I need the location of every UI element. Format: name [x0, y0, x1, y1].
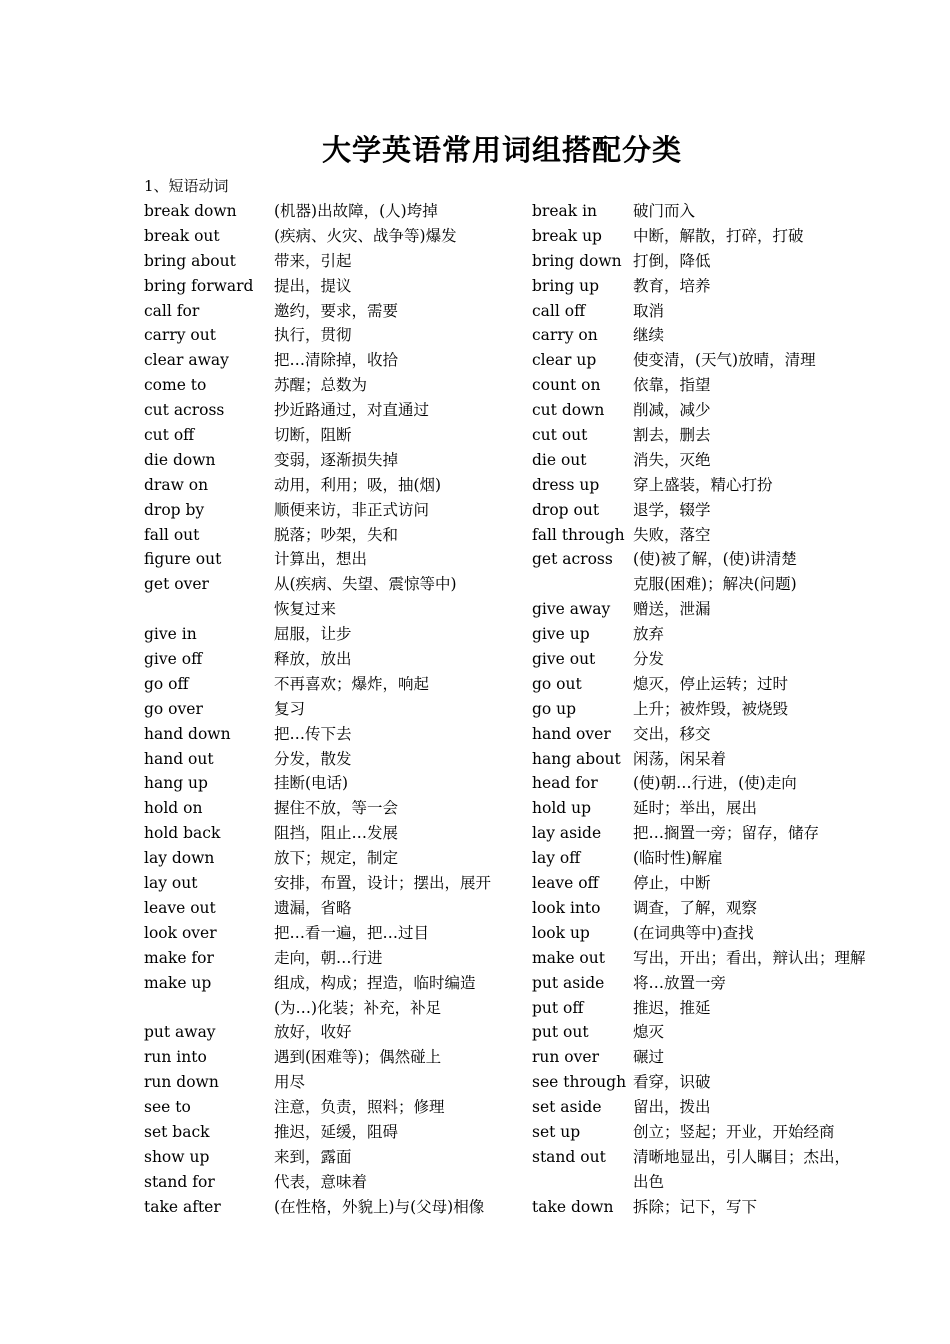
phrase-row: [0, 996, 950, 1021]
left-phrase: put away: [144, 1023, 216, 1042]
left-meaning: 遗漏，省略: [274, 898, 352, 917]
left-phrase: see to: [144, 1098, 191, 1117]
right-phrase: cut down: [532, 401, 605, 420]
left-meaning: 邀约，要求，需要: [274, 301, 399, 320]
right-meaning: 取消: [633, 301, 665, 320]
left-phrase: die down: [144, 450, 216, 469]
left-meaning: 把…看一遍，把…过目: [274, 923, 430, 942]
left-meaning: (在性格，外貌上)与(父母)相像: [274, 1197, 485, 1216]
left-meaning: 切断，阻断: [274, 426, 352, 445]
left-meaning: 安排，布置，设计；摆出，展开: [274, 874, 492, 893]
phrase-row: [0, 821, 950, 846]
left-meaning: 把…传下去: [274, 724, 352, 743]
right-meaning: 延时；举出，展出: [633, 799, 758, 818]
right-meaning: 继续: [633, 326, 665, 345]
left-phrase: draw on: [144, 475, 209, 494]
left-phrase: come to: [144, 376, 207, 395]
phrase-row: [0, 846, 950, 871]
phrase-row: [0, 672, 950, 697]
right-meaning: (使)被了解，(使)讲清楚: [633, 550, 797, 569]
left-phrase: hold back: [144, 824, 221, 843]
right-meaning: 留出，拨出: [633, 1098, 711, 1117]
left-meaning: 阻挡，阻止…发展: [274, 824, 399, 843]
left-meaning: 走向，朝…行进: [274, 948, 383, 967]
right-phrase: set up: [532, 1122, 581, 1141]
left-meaning: 从(疾病、失望、震惊等中): [274, 575, 457, 594]
left-phrase: hand down: [144, 724, 231, 743]
phrase-row: [0, 1070, 950, 1095]
left-phrase: cut across: [144, 401, 225, 420]
phrase-row: [0, 771, 950, 796]
left-phrase: lay down: [144, 849, 215, 868]
left-phrase: hand out: [144, 749, 214, 768]
right-meaning: 消失，灭绝: [633, 450, 711, 469]
phrase-row: [0, 523, 950, 548]
left-meaning: 不再喜欢；爆炸，响起: [274, 674, 430, 693]
left-meaning: 用尽: [274, 1073, 306, 1092]
right-phrase: look up: [532, 923, 590, 942]
left-phrase: go over: [144, 699, 203, 718]
left-meaning: 抄近路通过，对直通过: [274, 401, 430, 420]
right-meaning: 退学，辍学: [633, 500, 711, 519]
right-phrase: hold up: [532, 799, 592, 818]
left-meaning: 遇到(困难等)；偶然碰上: [274, 1048, 442, 1067]
phrase-row: [0, 498, 950, 523]
right-meaning: 依靠，指望: [633, 376, 711, 395]
right-phrase: call off: [532, 301, 586, 320]
left-meaning: 注意，负责，照料；修理: [274, 1098, 445, 1117]
right-phrase: give up: [532, 625, 590, 644]
right-meaning: 创立；竖起；开业，开始经商: [633, 1122, 835, 1141]
right-phrase: bring down: [532, 251, 622, 270]
left-meaning: 计算出，想出: [274, 550, 368, 569]
right-meaning: 穿上盛装，精心打扮: [633, 475, 773, 494]
right-meaning: 教育，培养: [633, 276, 711, 295]
left-phrase: give off: [144, 650, 203, 669]
left-phrase: cut off: [144, 426, 195, 445]
right-phrase: break in: [532, 202, 598, 220]
phrase-row: [0, 1120, 950, 1145]
left-meaning: 来到，露面: [274, 1147, 352, 1166]
right-meaning: 克服(困难)；解决(问题): [633, 575, 797, 594]
right-phrase: give out: [532, 650, 596, 669]
phrase-row: [0, 348, 950, 373]
right-meaning: 清晰地显出，引人瞩目；杰出，: [633, 1147, 851, 1166]
left-phrase: hang up: [144, 774, 208, 793]
left-meaning: 释放，放出: [274, 650, 352, 669]
right-meaning: (使)朝…行进，(使)走向: [633, 774, 797, 793]
right-phrase: give away: [532, 600, 611, 619]
right-phrase: stand out: [532, 1147, 606, 1166]
right-phrase: put off: [532, 998, 584, 1017]
right-meaning: 割去，删去: [633, 426, 711, 445]
phrase-row: [0, 697, 950, 722]
phrase-row: [0, 199, 950, 224]
right-meaning: 碾过: [633, 1048, 665, 1067]
left-meaning: 推迟，延缓，阻碍: [274, 1122, 399, 1141]
right-phrase: go out: [532, 674, 582, 693]
right-phrase: go up: [532, 699, 577, 718]
phrase-row: [0, 448, 950, 473]
right-meaning: (在词典等中)查找: [633, 923, 754, 942]
left-phrase: bring about: [144, 251, 236, 270]
phrase-row: [0, 871, 950, 896]
right-meaning: 放弃: [633, 625, 665, 644]
right-meaning: 削减，减少: [633, 401, 711, 420]
right-meaning: 熄灭，停止运转；过时: [633, 674, 789, 693]
right-phrase: die out: [532, 450, 587, 469]
left-phrase: run into: [144, 1048, 207, 1067]
left-meaning: 动用，利用；吸，抽(烟): [274, 475, 442, 494]
left-meaning: 分发，散发: [274, 749, 352, 768]
right-meaning: 出色: [633, 1172, 665, 1191]
right-phrase: cut out: [532, 426, 588, 445]
right-phrase: head for: [532, 774, 598, 793]
right-phrase: hang about: [532, 749, 621, 768]
left-meaning: (为…)化装；补充，补足: [274, 998, 442, 1017]
right-phrase: lay aside: [532, 824, 602, 843]
phrase-row: [0, 423, 950, 448]
phrase-row: [0, 547, 950, 572]
right-meaning: (临时性)解雇: [633, 849, 723, 868]
right-phrase: put out: [532, 1023, 589, 1042]
right-meaning: 交出，移交: [633, 724, 711, 743]
phrase-row: [0, 1045, 950, 1070]
left-meaning: 脱落；吵架，失和: [274, 525, 399, 544]
right-meaning: 熄灭: [633, 1023, 665, 1042]
left-phrase: stand for: [144, 1172, 215, 1191]
left-phrase: run down: [144, 1073, 219, 1092]
left-meaning: 带来，引起: [274, 251, 352, 270]
left-phrase: clear away: [144, 351, 229, 370]
left-meaning: 握住不放，等一会: [274, 799, 399, 818]
phrase-row: [0, 921, 950, 946]
right-meaning: 使变清，(天气)放晴，清理: [633, 351, 816, 370]
left-meaning: 提出，提议: [274, 276, 352, 295]
left-phrase: make for: [144, 948, 214, 967]
right-phrase: put aside: [532, 973, 605, 992]
left-phrase: leave out: [144, 898, 216, 917]
right-phrase: lay off: [532, 849, 581, 868]
page-title: 大学英语常用词组搭配分类: [321, 133, 682, 167]
right-phrase: dress up: [532, 475, 600, 494]
left-phrase: get over: [144, 575, 209, 594]
phrase-row: [0, 747, 950, 772]
left-phrase: figure out: [144, 550, 222, 569]
section-heading: 1、短语动词: [144, 177, 229, 195]
left-phrase: lay out: [144, 874, 198, 893]
phrase-row: [0, 373, 950, 398]
right-phrase: hand over: [532, 724, 611, 743]
right-meaning: 失败，落空: [633, 525, 711, 544]
left-meaning: 苏醒；总数为: [274, 376, 368, 395]
phrase-table: [0, 199, 950, 1220]
right-meaning: 分发: [633, 650, 665, 669]
right-meaning: 把…搁置一旁；留存，储存: [633, 824, 820, 843]
left-meaning: 放下；规定，制定: [274, 849, 399, 868]
left-phrase: hold on: [144, 799, 203, 818]
left-phrase: carry out: [144, 326, 216, 345]
right-phrase: break up: [532, 226, 602, 245]
phrase-row: [0, 796, 950, 821]
phrase-row: [0, 323, 950, 348]
left-meaning: 挂断(电话): [274, 774, 349, 793]
phrase-row: [0, 249, 950, 274]
right-meaning: 赠送，泄漏: [633, 600, 711, 619]
right-phrase: carry on: [532, 326, 598, 345]
phrase-row: [0, 473, 950, 498]
phrase-row: [0, 647, 950, 672]
phrase-row: [0, 572, 950, 597]
right-meaning: 中断，解散，打碎，打破: [633, 226, 804, 245]
left-phrase: go off: [144, 674, 189, 693]
left-meaning: 代表，意味着: [274, 1172, 368, 1191]
right-meaning: 破门而入: [633, 202, 696, 220]
right-phrase: drop out: [532, 500, 600, 519]
right-phrase: set aside: [532, 1098, 602, 1117]
phrase-row: [0, 224, 950, 249]
right-phrase: count on: [532, 376, 601, 395]
left-meaning: 执行，贯彻: [274, 326, 352, 345]
left-meaning: 复习: [274, 699, 306, 718]
right-phrase: look into: [532, 898, 601, 917]
phrase-row: [0, 1170, 950, 1195]
left-meaning: (机器)出故障，(人)垮掉: [274, 202, 438, 220]
left-meaning: 放好，收好: [274, 1023, 352, 1042]
left-phrase: break out: [144, 226, 220, 245]
right-meaning: 调查，了解，观察: [633, 898, 758, 917]
left-meaning: 组成，构成；捏造，临时编造: [274, 973, 476, 992]
right-meaning: 上升；被炸毁，被烧毁: [633, 699, 789, 718]
left-phrase: break down: [144, 202, 237, 220]
right-meaning: 看穿，识破: [633, 1073, 711, 1092]
left-phrase: call for: [144, 301, 200, 320]
phrase-row: [0, 1020, 950, 1045]
left-phrase: set back: [144, 1122, 210, 1141]
phrase-row: [0, 722, 950, 747]
right-meaning: 推迟，推延: [633, 998, 711, 1017]
left-phrase: give in: [144, 625, 197, 644]
left-meaning: 变弱，逐渐损失掉: [274, 450, 399, 469]
right-phrase: get across: [532, 550, 613, 569]
right-phrase: see through: [532, 1073, 627, 1092]
phrase-row: [0, 597, 950, 622]
left-phrase: fall out: [144, 525, 200, 544]
right-meaning: 写出，开出；看出，辩认出；理解: [633, 948, 866, 967]
phrase-row: [0, 274, 950, 299]
left-phrase: bring forward: [144, 276, 254, 295]
right-phrase: clear up: [532, 351, 597, 370]
left-meaning: 把…清除掉，收拾: [274, 351, 399, 370]
right-meaning: 拆除；记下，写下: [633, 1197, 758, 1216]
right-meaning: 停止，中断: [633, 874, 711, 893]
right-phrase: take down: [532, 1197, 614, 1216]
right-phrase: leave off: [532, 874, 599, 893]
phrase-row: [0, 896, 950, 921]
phrase-row: [0, 1145, 950, 1170]
phrase-row: [0, 622, 950, 647]
left-phrase: show up: [144, 1147, 210, 1166]
left-phrase: take after: [144, 1197, 221, 1216]
left-meaning: (疾病、火灾、战争等)爆发: [274, 226, 457, 245]
phrase-row: [0, 971, 950, 996]
phrase-row: [0, 1095, 950, 1120]
phrase-row: [0, 1195, 950, 1220]
phrase-row: [0, 946, 950, 971]
right-phrase: bring up: [532, 276, 600, 295]
right-meaning: 闲荡，闲呆着: [633, 749, 727, 768]
left-meaning: 恢复过来: [274, 600, 337, 619]
right-phrase: run over: [532, 1048, 599, 1067]
phrase-row: [0, 398, 950, 423]
left-phrase: drop by: [144, 500, 205, 519]
phrase-row: [0, 299, 950, 324]
right-phrase: fall through: [532, 525, 625, 544]
left-phrase: make up: [144, 973, 212, 992]
right-meaning: 打倒，降低: [633, 251, 711, 270]
left-meaning: 屈服，让步: [274, 625, 352, 644]
right-phrase: make out: [532, 948, 605, 967]
left-meaning: 顺便来访，非正式访问: [274, 500, 430, 519]
right-meaning: 将…放置一旁: [633, 973, 727, 992]
left-phrase: look over: [144, 923, 217, 942]
